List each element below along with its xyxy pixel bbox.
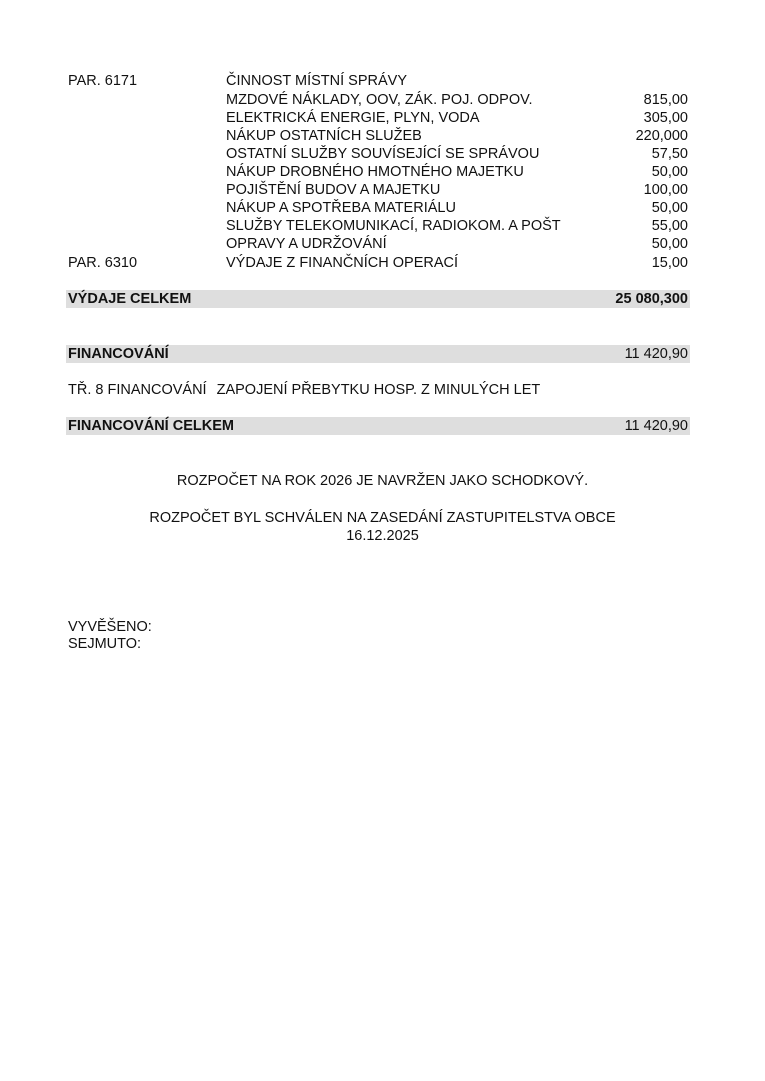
expense-row <box>66 91 690 109</box>
expense-amount: 55,00 <box>651 218 688 234</box>
financing-label: FINANCOVÁNÍ <box>68 346 169 362</box>
expense-amount: 220,000 <box>635 128 688 144</box>
expense-description: OSTATNÍ SLUŽBY SOUVÍSEJÍCÍ SE SPRÁVOU <box>226 146 540 162</box>
financing-value: 11 420,90 <box>624 346 688 362</box>
expense-amount: 815,00 <box>643 92 688 108</box>
expense-row <box>66 127 690 145</box>
financing-total-value: 11 420,90 <box>624 418 688 434</box>
financing-item <box>68 381 540 399</box>
expense-row <box>66 181 690 199</box>
expenses-total-row <box>66 290 690 308</box>
expense-description: NÁKUP OSTATNÍCH SLUŽEB <box>226 128 422 144</box>
financing-total-row <box>66 417 690 435</box>
financing-item-description: ZAPOJENÍ PŘEBYTKU HOSP. Z MINULÝCH LET <box>216 382 541 398</box>
approval-date: 16.12.2025 <box>346 528 419 544</box>
posted-label: VYVĚŠENO: <box>68 619 152 635</box>
expense-row <box>66 235 690 253</box>
expense-amount: 305,00 <box>643 110 688 126</box>
expense-amount: 50,00 <box>651 236 688 252</box>
expense-row <box>66 109 690 127</box>
expense-description: SLUŽBY TELEKOMUNIKACÍ, RADIOKOM. A POŠT <box>226 218 561 234</box>
expense-description: MZDOVÉ NÁKLADY, OOV, ZÁK. POJ. ODPOV. <box>226 92 533 108</box>
expense-description: POJIŠTĚNÍ BUDOV A MAJETKU <box>226 182 441 198</box>
paragraph-code: PAR. 6171 <box>68 73 138 89</box>
financing-total-label: FINANCOVÁNÍ CELKEM <box>68 418 234 434</box>
expense-amount: 50,00 <box>651 164 688 180</box>
expense-description: OPRAVY A UDRŽOVÁNÍ <box>226 236 387 252</box>
expense-description: ELEKTRICKÁ ENERGIE, PLYN, VODA <box>226 110 480 126</box>
expense-amount: 15,00 <box>651 255 688 271</box>
expense-row <box>66 217 690 235</box>
expense-row <box>66 72 690 90</box>
expense-row <box>66 199 690 217</box>
expenses-total-value: 25 080,300 <box>615 291 688 307</box>
deficit-note: ROZPOČET NA ROK 2026 JE NAVRŽEN JAKO SCHODKOVÝ. <box>176 473 589 489</box>
expense-row <box>66 254 690 272</box>
expense-amount: 100,00 <box>643 182 688 198</box>
removed-label: SEJMUTO: <box>68 636 142 652</box>
expense-description: NÁKUP DROBNÉHO HMOTNÉHO MAJETKU <box>226 164 524 180</box>
expense-description: NÁKUP A SPOTŘEBA MATERIÁLU <box>226 200 456 216</box>
expenses-total-label: VÝDAJE CELKEM <box>68 291 192 307</box>
financing-item-code: TŘ. 8 FINANCOVÁNÍ <box>68 382 207 398</box>
expense-row <box>66 163 690 181</box>
expense-row <box>66 145 690 163</box>
financing-row <box>66 345 690 363</box>
expense-amount: 50,00 <box>651 200 688 216</box>
expense-description: VÝDAJE Z FINANČNÍCH OPERACÍ <box>226 255 459 271</box>
approval-note: ROZPOČET BYL SCHVÁLEN NA ZASEDÁNÍ ZASTUPITELSTVA OBCE <box>149 510 616 526</box>
paragraph-code: PAR. 6310 <box>68 255 138 271</box>
expense-amount: 57,50 <box>651 146 688 162</box>
expense-description: ČINNOST MÍSTNÍ SPRÁVY <box>226 73 408 89</box>
